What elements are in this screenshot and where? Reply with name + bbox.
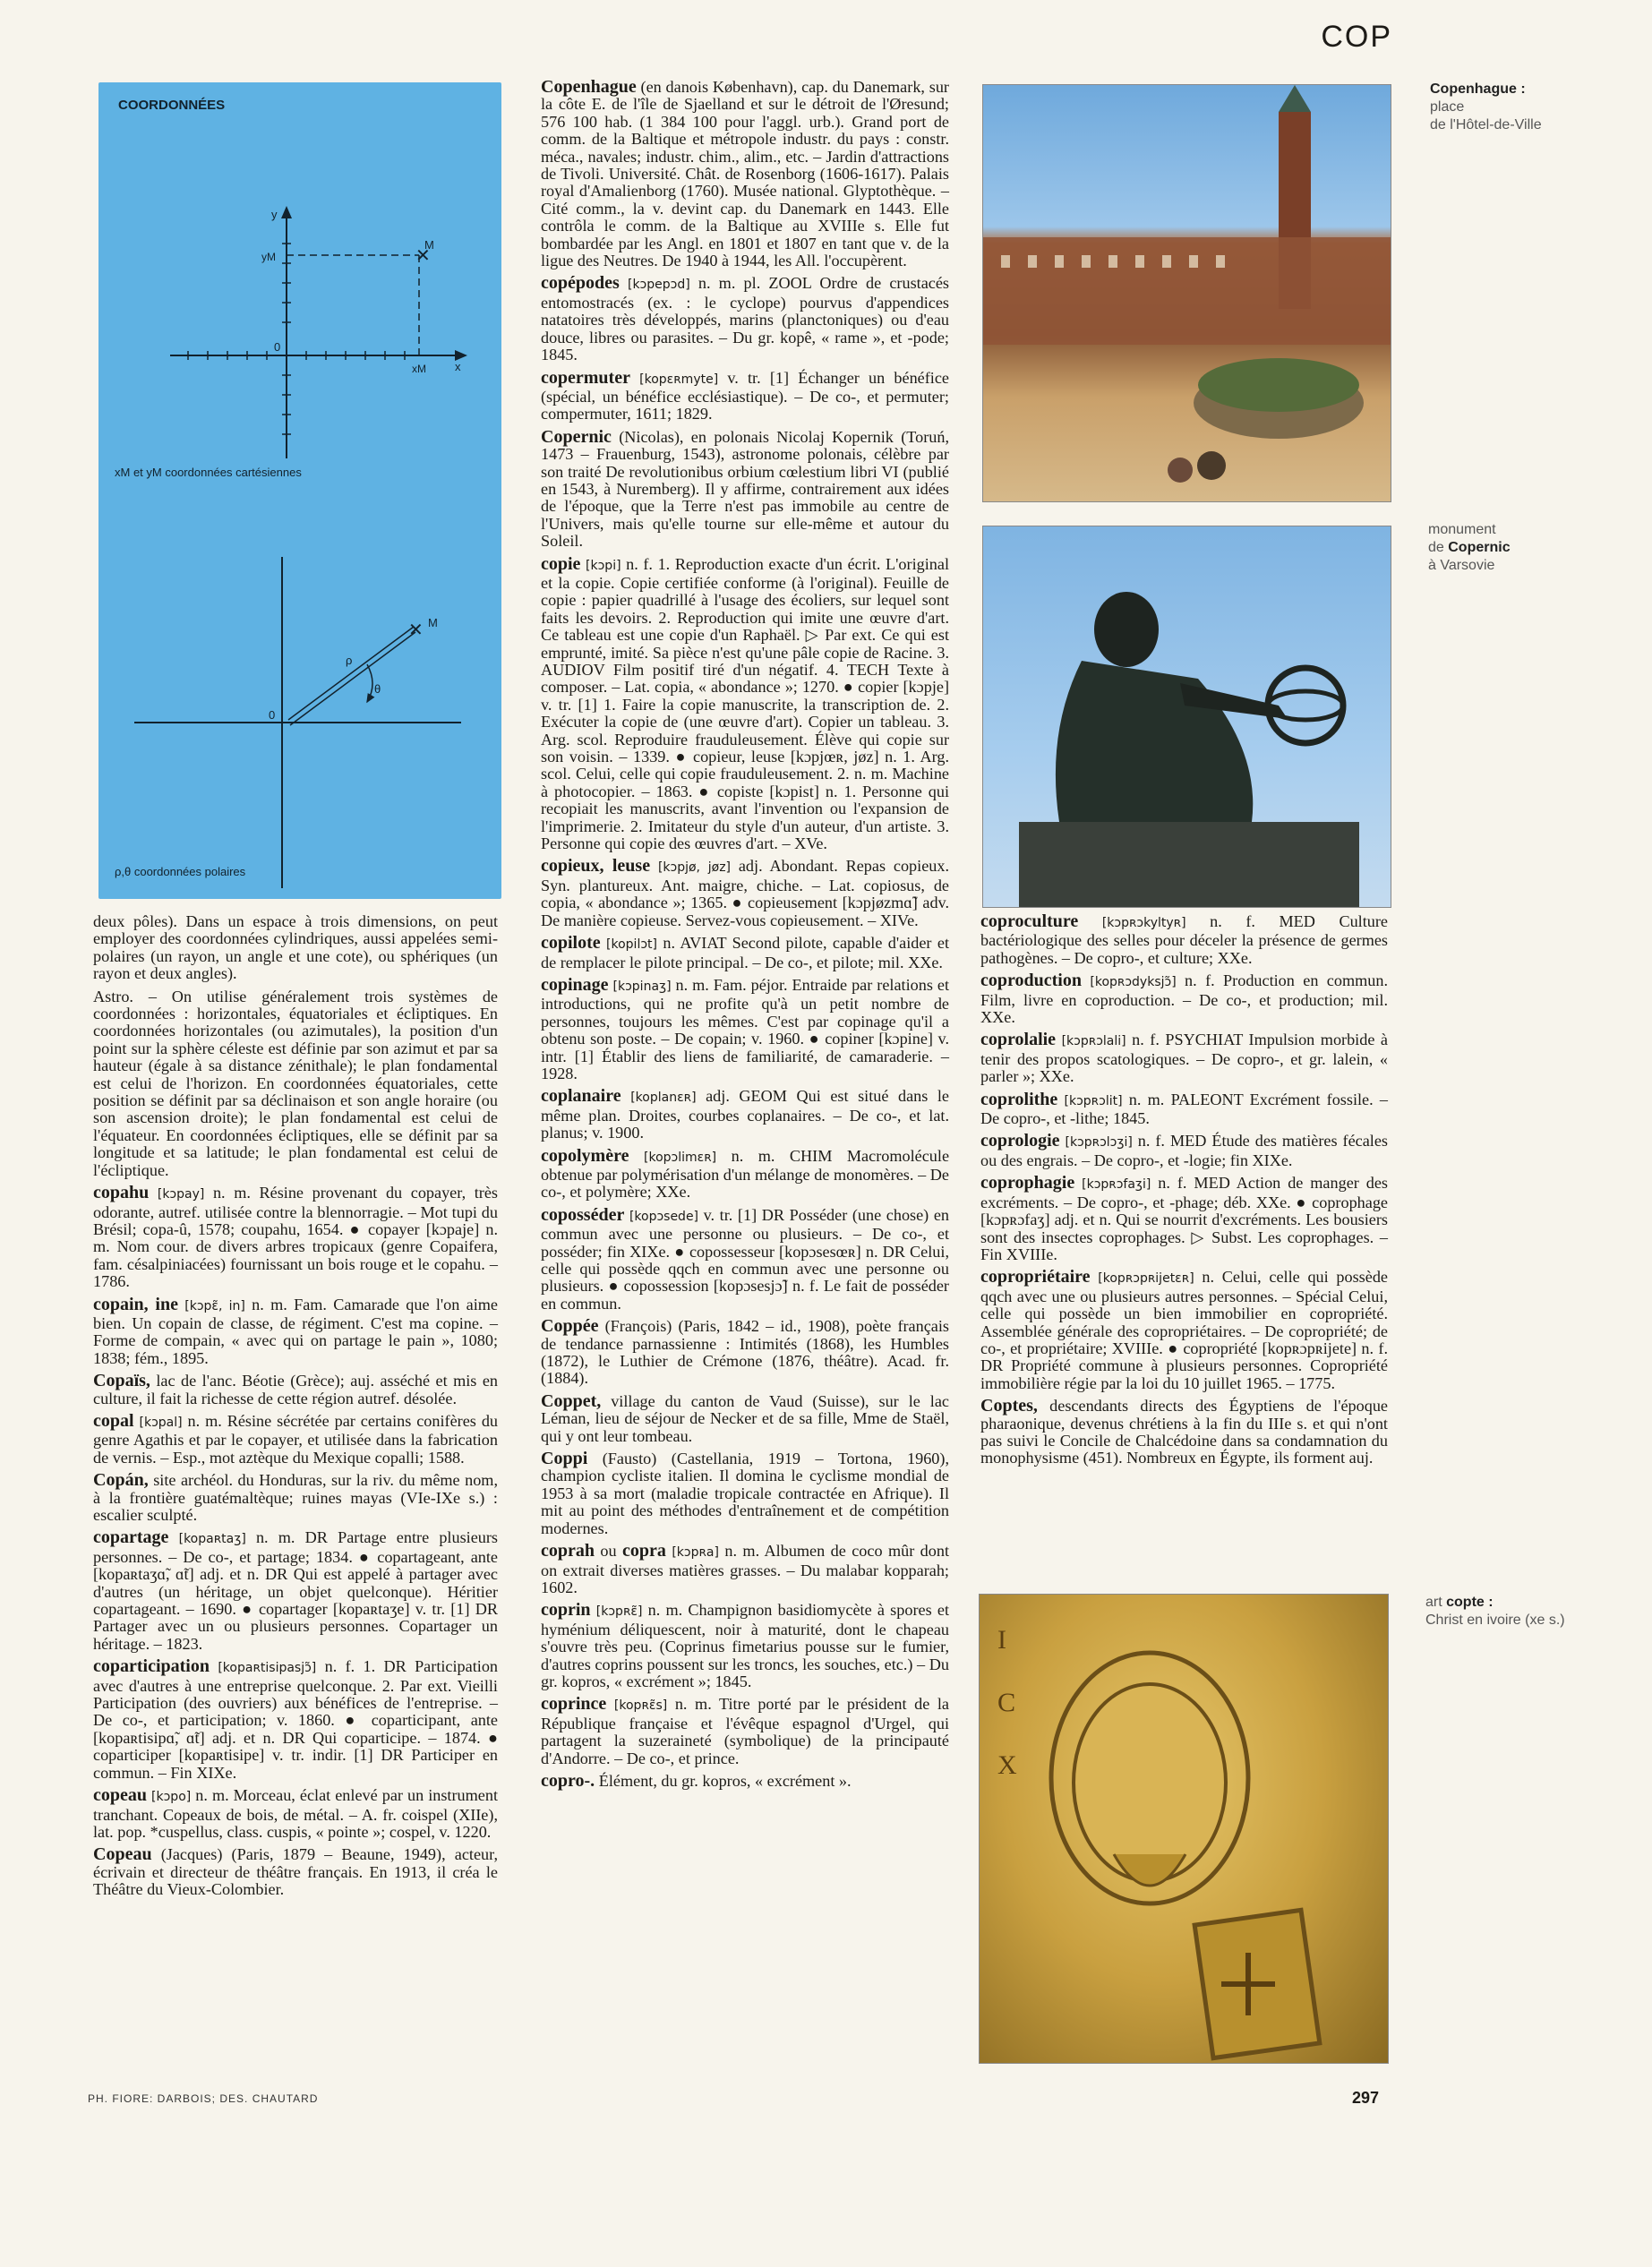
phonetic: [kɔpinaʒ] xyxy=(612,979,672,994)
polar-radius-1 xyxy=(288,627,414,720)
caption-line: de l'Hôtel-de-Ville xyxy=(1430,117,1542,133)
caption-line: monument xyxy=(1428,522,1496,537)
headword-variant: copra xyxy=(622,1541,666,1561)
entry-coppi xyxy=(541,1450,949,1537)
definition: n. m. Résine sécrétée par certains conifères du genre Agathis et par le copayer, et utilisée dans la fabrication de vernis. – Esp., mot aztèque du Mexique copalli; 1588. xyxy=(93,1411,499,1467)
headword: coprologie xyxy=(980,1131,1060,1151)
entry-coprin xyxy=(541,1602,949,1690)
headword: copépodes xyxy=(541,273,620,294)
definition: (en danois København), cap. du Danemark, sur la côte E. de l'île de Sjaelland et sur le détroit de l'Øresund; 576 100 hab. (1 384 100 pour l'aggl. urb.). Grand port de comm. de la Baltique et métropole industr. du pays : constr. méca., navales; industr. chim., alim., etc. – Jardin d'attractions de Tivoli. Université. Chât. de Rosenborg (1606-1617). Palais royal d'Amalienborg (1760). Musée national. Glyptothèque. – Cité comm., la v. devint cap. du Danemark en 1443. Elle contrôla le comm. de la Baltique au XVIIIe s. Elle fut bombardée par les Angl. en 1801 et 1807 en tant que v. de la ligue des Neutres. De 1940 à 1944, les All. l'occupèrent. xyxy=(541,78,949,270)
definition: n. m. Champignon basidiomycète à spores et hyménium déliquescent, noir à maturité, dont le chapeau s'ouvre très peu. (Coprinus fimetarius pousse sur le fumier, d'autres coprins poussent sur les troncs, les souches, etc.) – Du gr. kopros, « excrément »; 1845. xyxy=(541,1601,949,1690)
phonetic: [koplanɛʀ] xyxy=(630,1091,697,1106)
entry-copartage xyxy=(93,1529,498,1653)
caption-copernic xyxy=(1428,521,1634,575)
definition: village du canton de Vaud (Suisse), sur le lac Léman, lieu de séjour de Necker et de sa fille, Mme de Staël, qui y ont leur tombeau. xyxy=(541,1391,949,1445)
definition: n. f. 1. Reproduction exacte d'un écrit. L'original et la copie. Copie certifiée conforme (à l'original). Feuille de copie : papier quadrillé à l'usage des écoliers, sur lequel sont faits les devoirs. 2. Reproduction qui imite une œuvre d'art. Ce tableau est une copie d'un Raphaël. ▷ Par ext. Ce qui est emprunté, imité. Sa pièce n'est qu'une pâle copie de Racine. 3. AUDIOV Film positif tiré d'un négatif. 4. TECH Texte à composer. – Lat. copia, « abondance »; 1270. ● copier [kɔpje] v. tr. [1] 1. Faire la copie manuscrite, la transcription de. 2. Exécuter la copie de (une œuvre d'art). Copier un tableau. 3. Arg. scol. Reproduire frauduleusement. Élève qui copie sur son voisin. – 1339. ● copieur, leuse [kɔpjœʀ, jøz] n. 1. Arg. scol. Celui, celle qui copie frauduleusement. 2. n. m. Machine à photocopier. – 1863. ● copiste [kɔpist] n. 1. Personne qui recopiait les manuscrits, avant l'invention ou l'expansion de l'imprimerie. 2. Imitateur du style d'un auteur, d'un artiste. 3. Personne qui copie des œuvres d'art. – XVe. xyxy=(541,554,950,853)
polar-label-m: M xyxy=(428,616,438,629)
entry-coprophagie xyxy=(980,1175,1388,1263)
headword: copal xyxy=(93,1410,134,1431)
definition: n. f. MED Action de manger des excréments. – De copro-, et -phage; déb. XXe. ● coprophage [kɔpʀɔfaʒ] adj. et n. Qui se nourrit d'excréments. Les bousiers sont des insectes coprophages. ▷ Subst. Les coprophages. – Fin XVIIIe. xyxy=(980,1174,1388,1263)
label-m: M xyxy=(424,238,434,252)
phonetic: [kopʀɔpʀijetɛʀ] xyxy=(1098,1271,1194,1287)
caption-line: à Varsovie xyxy=(1428,558,1495,573)
entry-copermuter xyxy=(541,367,950,423)
definition: n. AVIAT Second pilote, capable d'aider et de remplacer le pilote principal. – De co-, et pilote; mil. XXe. xyxy=(541,934,949,971)
definition: n. f. 1. DR Participation avec d'autres à une entreprise quelconque. 2. Par ext. Vieilli Participation (des ouvriers) aux bénéfices de l'entreprise. – De co-, et participation; v. 1860. ● coparticipant, ante [kopaʀtisipɑ̃, ɑ̃t] adj. et n. DR Qui coparticipe. – 1874. ● coparticiper [kopaʀtisipe] v. tr. indir. [1] DR Participer en commun. – Fin XIXe. xyxy=(93,1657,499,1782)
phonetic: [kopɔlimɛʀ] xyxy=(644,1150,717,1165)
entry-coplanaire xyxy=(541,1088,949,1142)
photo-copernic xyxy=(982,526,1391,908)
caption-copte xyxy=(1425,1594,1640,1630)
svg-text:I: I xyxy=(997,1625,1006,1655)
definition: lac de l'anc. Béotie (Grèce); auj. asséché et mis en culture, il fait la richesse de cette région autref. désolée. xyxy=(93,1372,498,1407)
headword: coproduction xyxy=(980,971,1082,991)
entry-copais xyxy=(93,1373,498,1407)
headword: coprah xyxy=(541,1541,595,1561)
phonetic: [kopʀɔdyksjɔ̃] xyxy=(1090,975,1177,990)
label-xm: xM xyxy=(412,363,426,375)
entry-coppet xyxy=(541,1390,949,1445)
diagram-title: COORDONNÉES xyxy=(118,98,226,113)
phonetic: [kɔpal] xyxy=(139,1415,183,1430)
definition: n. m. CHIM Macromolécule obtenue par polymérisation d'un mélange de monomères. – De co-, et polymère; XXe. xyxy=(541,1146,950,1202)
headword: Copaïs, xyxy=(93,1371,150,1391)
label-origin: 0 xyxy=(274,340,281,354)
axis-ticks xyxy=(188,244,405,434)
phonetic: [kɔpjø, jøz] xyxy=(657,860,732,876)
phonetic: [kɔpʀɔlɔʒi] xyxy=(1065,1135,1133,1151)
entry-copie xyxy=(541,553,950,853)
phonetic: [kopʀɛ̃s] xyxy=(613,1698,668,1714)
entry-coprince xyxy=(541,1696,949,1767)
headword: Coppet, xyxy=(541,1390,602,1411)
definition: (François) (Paris, 1842 – id., 1908), poète français de tendance parnassienne : Intimités (1868), les Humbles (1872), le Luthier de Crémone (1876, théâtre). Acad. fr. (1884). xyxy=(541,1317,949,1388)
headword: coprolalie xyxy=(980,1030,1057,1050)
paragraph: Astro. – On utilise généralement trois systèmes de coordonnées : horizontales, équatoriales et écliptiques. En coordonnées horizontales (ou azimutales), la position d'un point sur la sphère céleste est définie par son azimut et par sa hauteur (égale à sa distance zénithale); le plan fondamental est celui de l'horizon. En coordonnées équatoriales, cette position se définit par sa déclinaison et son angle horaire (ou son ascension droite); le plan fondamental est celui de l'équateur. En coordonnées écliptiques, elle se définit par sa longitude et sa latitude; le plan fondamental est celui de l'écliptique. xyxy=(93,987,498,1179)
entry-coproculture xyxy=(980,913,1388,967)
headword: Copenhague xyxy=(541,77,637,97)
headword: coplanaire xyxy=(541,1086,621,1107)
photo-copenhague-illustration xyxy=(983,85,1391,501)
phonetic: [kɔpʀɔkyltyʀ] xyxy=(1101,916,1186,930)
entry-copieux xyxy=(541,858,949,929)
headword: copinage xyxy=(541,974,609,995)
label-x: x xyxy=(455,360,461,373)
photo-copernic-illustration xyxy=(983,526,1391,907)
entry-copernic xyxy=(541,426,949,551)
polar-label-origin: 0 xyxy=(269,708,276,722)
entry-coprologie xyxy=(980,1133,1388,1169)
headword: coprin xyxy=(541,1600,591,1621)
svg-text:Ϲ: Ϲ xyxy=(997,1688,1016,1717)
definition: site archéol. du Honduras, sur la riv. du même nom, à la frontière guatémaltèque; ruines mayas (VIe-IXe s.) : escalier sculpté. xyxy=(93,1471,498,1524)
definition: n. m. PALEONT Excrément fossile. – De copro-, et -lithe; 1845. xyxy=(980,1090,1388,1128)
headword: coprince xyxy=(541,1694,607,1715)
phonetic: [kopaʀtisipasjɔ̃] xyxy=(218,1661,317,1676)
definition: n. m. Fam. péjor. Entraide par relations et introductions, qui ne profite qu'à un petit nombre de personnes, toujours les mêmes. C'est par copinage qu'il a obtenu son poste. – De copain; v. 1960. ● copiner [kɔpine] v. intr. [1] Établir des liens de familiarité, de camaraderie. – 1928. xyxy=(541,975,949,1082)
photo-coptic-illustration xyxy=(980,1595,1388,2063)
definition: v. tr. [1] DR Posséder (une chose) en commun avec une personne ou plusieurs. – De co-, et posséder; fin XIXe. ● copossesseur [kopɔsesœʀ] n. DR Celui, celle qui possède qqch en commun avec une personne ou plusieurs. ● copossession [kopɔsesjɔ̃] n. f. Le fait de posséder en commun. xyxy=(541,1205,950,1313)
entry-coproprietaire xyxy=(980,1269,1388,1392)
photo-credit: PH. FIORE: DARBOIS; DES. CHAUTARD xyxy=(88,2092,319,2105)
entry-copenhague xyxy=(541,79,949,269)
headword: copartage xyxy=(93,1527,169,1548)
theta-arc xyxy=(367,664,372,702)
headword: copilote xyxy=(541,933,601,954)
column-2 xyxy=(541,79,949,1795)
headword: copro-. xyxy=(541,1770,595,1791)
entry-copilote xyxy=(541,935,949,971)
phonetic: [kɔpʀa] xyxy=(672,1545,719,1561)
diagram-svg xyxy=(98,82,501,899)
headword: copain, ine xyxy=(93,1294,178,1314)
definition: (Fausto) (Castellania, 1919 – Tortona, 1960), champion cycliste italien. Il domina le cyclisme mondial de 1953 à sa mort (maladie tropicale contractée en Afrique). Il mit au point des méthodes d'entraînement et de compétition modernes. xyxy=(541,1450,949,1537)
definition: n. f. Production en commun. Film, livre en coproduction. – De co-, et production; mil. XXe. xyxy=(980,971,1388,1027)
entry-coproduction xyxy=(980,972,1388,1026)
headword: copeau xyxy=(93,1785,147,1806)
headword: copie xyxy=(541,553,581,574)
definition: n. m. DR Partage entre plusieurs personnes. – De co-, et partage; 1834. ● copartageant, ante [kopaʀtaʒɑ̃, ɑ̃t] adj. et n. DR Qui est appelé à partager avec d'autres (un héritage, un objet quelconque). Héritier copartageant. – 1690. ● copartager [kopaʀtaʒe] v. tr. [1] DR Partager avec un ou plusieurs personnes. Copartager un héritage. – 1823. xyxy=(93,1528,499,1653)
photo-coptic-christ xyxy=(979,1594,1389,2064)
phonetic: [kɔpʀɔlali] xyxy=(1061,1034,1126,1049)
caption-copenhague xyxy=(1430,81,1636,134)
entry-copal xyxy=(93,1410,499,1467)
definition: n. f. MED Étude des matières fécales ou des engrais. – De copro-, et -logie; fin XIXe. xyxy=(980,1132,1388,1169)
headword: coprolithe xyxy=(980,1089,1058,1109)
headword: Coppi xyxy=(541,1449,588,1469)
definition: (Nicolas), en polonais Nicolaj Kopernik (Toruń, 1473 – Frauenburg, 1543), astronome polonais, célèbre par son traité De revolutionibus orbium cœlestium libri VI (publié en 1543, à Nuremberg). Il y affirme, contrairement aux idées de l'époque, que la Terre n'est pas immobile au centre de l'Univers, mais qu'elle tourne sur elle-même et autour du Soleil. xyxy=(541,427,949,551)
definition: n. m. Fam. Camarade que l'on aime bien. Un copain de classe, de régiment. C'est ma copine. – Forme de compain, « avec qui on partage le pain », 1080; 1838; fém., 1895. xyxy=(93,1295,498,1367)
headword: copropriétaire xyxy=(980,1267,1091,1287)
phonetic: [kɔpɛ̃, in] xyxy=(184,1298,245,1313)
photo-copenhague xyxy=(982,84,1391,502)
entry-copeau xyxy=(93,1787,498,1841)
definition: v. tr. [1] Échanger un bénéfice (spécial, un bénéfice ecclésiastique). – De co-, et permuter; compermuter, 1611; 1829. xyxy=(541,368,950,423)
headword: copahu xyxy=(93,1183,150,1203)
entry-coptes xyxy=(980,1398,1388,1467)
svg-text:X: X xyxy=(997,1750,1017,1780)
phonetic: [kɔpʀɔfaʒi] xyxy=(1082,1177,1151,1193)
definition: (Jacques) (Paris, 1879 – Beaune, 1949), acteur, écrivain et directeur de théâtre français. En 1913, il créa le Théâtre du Vieux-Colombier. xyxy=(93,1845,498,1899)
connector: ou xyxy=(595,1542,623,1561)
page-number: 297 xyxy=(1352,2089,1380,2107)
entry-copeau-jacques xyxy=(93,1846,498,1898)
headword: Copán, xyxy=(93,1470,149,1491)
entry-copinage xyxy=(541,974,949,1082)
entry-copain xyxy=(93,1296,498,1368)
entry-coprolalie xyxy=(980,1031,1388,1085)
entry-coposseder xyxy=(541,1204,950,1313)
definition: n. Celui, celle qui possède qqch avec une ou plusieurs autres personnes. – Spécial Celui, celle qui possède un bien immobilier en copropriété. Assemblée générale des copropriétaires. – De copropriété; de co-, et propriétaire; XVIIIe. ● copropriété [kopʀɔpʀijete] n. f. DR Propriété commune à plusieurs personnes. Copropriété immobilière régie par la loi du 10 juillet 1965. – 1775. xyxy=(980,1268,1388,1392)
phonetic: [kɔpo] xyxy=(151,1790,192,1805)
headword: Copeau xyxy=(93,1844,152,1865)
polar-radius-2 xyxy=(290,632,415,725)
polar-point-marker: ✕ xyxy=(408,620,424,640)
cartesian-caption: xM et yM coordonnées cartésiennes xyxy=(115,466,302,479)
entry-coppee xyxy=(541,1318,949,1388)
headword: Coppée xyxy=(541,1316,599,1337)
label-ym: yM xyxy=(261,251,276,263)
definition: n. m. Résine provenant du copayer, très odorante, autref. utilisée contre la blennorragie. – Mot tupi du Brésil; copa-û, 1578; coupahu, 1654. ● copayer [kɔpaje] n. m. Nom cour. de divers arbres tropicaux (genre Copaifera, fam. césalpiniacées) fournissant un bois rouge et le copahu. – 1786. xyxy=(93,1184,498,1291)
phonetic: [kopilɔt] xyxy=(606,937,657,953)
definition: n. m. Titre porté par le président de la République française et l'évêque espagnol d'Urgel, qui partagent la suzeraineté (symbolique) de la principauté d'Andorre. – De co-, et prince. xyxy=(541,1695,950,1767)
definition: Élément, du gr. kopros, « excrément ». xyxy=(595,1771,852,1790)
entry-coprah xyxy=(541,1543,949,1596)
polar-caption: ρ,θ coordonnées polaires xyxy=(115,865,246,878)
phonetic: [kɔpʀɔlit] xyxy=(1064,1093,1123,1108)
headword: coparticipation xyxy=(93,1656,210,1677)
paragraph: deux pôles). Dans un espace à trois dimensions, on peut employer des coordonnées cylindriques, aussi appelées semi-polaires (un rayon, un angle et une cote), ou sphériques (un rayon et deux angles). xyxy=(93,912,498,983)
headword: copolymère xyxy=(541,1145,629,1166)
column-3 xyxy=(980,913,1388,1473)
point-m-marker: ✕ xyxy=(415,246,431,266)
entry-copolymere xyxy=(541,1145,950,1202)
definition: descendants directs des Égyptiens de l'époque pharaonique, devenus chrétiens à la fin du IIIe s. et qui n'ont pas suivi le Concile de Chalcédoine dans sa condamnation du monophysisme (451). Nombreux en Égypte, ils forment auj. xyxy=(980,1397,1388,1467)
entry-copepodes xyxy=(541,275,949,364)
entry-copan xyxy=(93,1472,498,1524)
headword: coposséder xyxy=(541,1204,625,1225)
headword: Coptes, xyxy=(980,1396,1038,1416)
headword: copieux, leuse xyxy=(541,856,651,877)
caption-prefix: art xyxy=(1425,1595,1447,1610)
coordinates-diagram xyxy=(98,82,501,899)
caption-line: place xyxy=(1430,99,1465,115)
phonetic: [kopɛʀmyte] xyxy=(639,372,719,387)
caption-name: Copernic xyxy=(1448,540,1511,555)
headword: copermuter xyxy=(541,367,630,388)
caption-prefix: de xyxy=(1428,540,1449,555)
definition: n. f. MED Culture bactériologique des selles pour déceler la présence de germes pathogènes. – De copro-, et culture; XXe. xyxy=(980,912,1389,967)
definition: n. m. Albumen de coco mûr dont on extrait diverses matières grasses. – Du malabar kopparah; 1602. xyxy=(541,1542,950,1596)
phonetic: [kɔpi] xyxy=(586,558,621,573)
phonetic: [kɔpʀɛ̃] xyxy=(595,1604,643,1620)
caption-name: copte : xyxy=(1446,1595,1494,1610)
phonetic: [kopɔsede] xyxy=(629,1209,699,1224)
definition: adj. Abondant. Repas copieux. Syn. plantureux. Ant. maigre, chiche. – Lat. copiosus, de copia, « abondance »; 1365. ● copieusement [kɔpjøzmɑ̃] adv. De manière copieuse. Servez-vous copieusement. – XIVe. xyxy=(541,857,950,929)
entry-copahu xyxy=(93,1185,498,1290)
running-head: COP xyxy=(1321,20,1392,54)
phonetic: [kɔpepɔd] xyxy=(627,278,690,293)
entry-coprolithe xyxy=(980,1091,1388,1128)
label-y: y xyxy=(271,208,278,221)
caption-name: Copenhague : xyxy=(1430,81,1526,97)
phonetic: [kopaʀtaʒ] xyxy=(178,1532,246,1547)
label-theta: θ xyxy=(374,682,381,696)
definition: n. f. PSYCHIAT Impulsion morbide à tenir des propos scatologiques. – De copro-, et gr. lalein, « parler »; XXe. xyxy=(980,1031,1389,1086)
definition: n. m. Morceau, éclat enlevé par un instrument tranchant. Copeaux de bois, de métal. – A. fr. coispel (XIIe), lat. pop. *cuspellus, class. cuspis, « pointe »; cospel, v. 1220. xyxy=(93,1786,498,1841)
headword: coprophagie xyxy=(980,1173,1075,1193)
column-1 xyxy=(93,913,498,1904)
entry-coparticipation xyxy=(93,1658,498,1782)
headword: coproculture xyxy=(980,911,1079,931)
caption-line: Christ en ivoire (xe s.) xyxy=(1425,1613,1565,1628)
entry-copro xyxy=(541,1770,949,1791)
phonetic: [kɔpay] xyxy=(157,1187,205,1202)
definition: adj. GEOM Qui est situé dans le même plan. Droites, courbes coplanaires. – De co-, et lat. planus; v. 1900. xyxy=(541,1087,950,1142)
headword: Copernic xyxy=(541,426,612,447)
label-rho: ρ xyxy=(346,654,353,667)
definition: n. m. pl. ZOOL Ordre de crustacés entomostracés (ex. : le cyclope) pourvus d'appendices natatoires très développés, marins (planctoniques) ou d'eau douce, libres ou parasites. – Du gr. kopê, « rame », et -pode; 1845. xyxy=(541,274,949,364)
